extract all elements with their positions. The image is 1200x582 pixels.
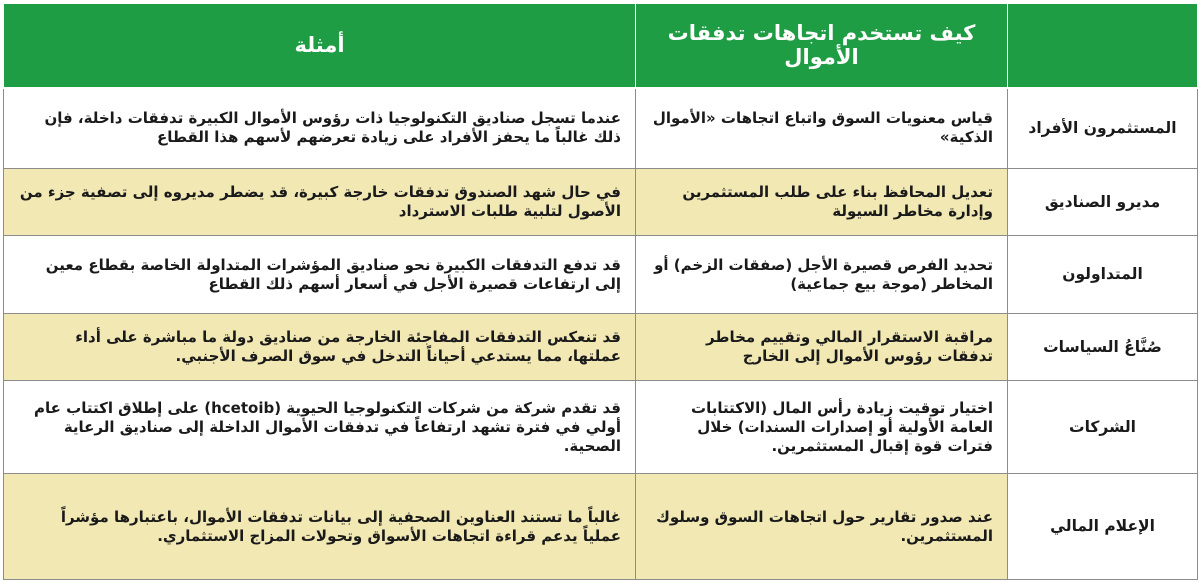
header-usage-column: كيف تستخدم اتجاهات تدفقات الأموال [636,4,1008,88]
entity-cell: المستثمرون الأفراد [1008,88,1198,169]
usage-cell: عند صدور تقارير حول اتجاهات السوق وسلوك المستثمرين. [636,474,1008,580]
entity-cell: مديرو الصناديق [1008,169,1198,236]
example-cell: عندما تسجل صناديق التكنولوجيا ذات رؤوس الأموال الكبيرة تدفقات داخلة، فإن ذلك غالباً ما يحفز الأفراد على زيادة تعرضهم لأسهم هذا القطاع [4,88,636,169]
usage-cell: تحديد الفرص قصيرة الأجل (صفقات الزخم) أو المخاطر (موجة بيع جماعية) [636,236,1008,314]
table-header-row [4,4,1198,88]
usage-cell: اختيار توقيت زيادة رأس المال (الاكتتابات العامة الأولية أو إصدارات السندات) خلال فترات قوة إقبال المستثمرين. [636,381,1008,474]
usage-cell: مراقبة الاستقرار المالي وتقييم مخاطر تدفقات رؤوس الأموال إلى الخارج [636,314,1008,381]
table-row-financial-media [4,474,1198,580]
header-examples-column: أمثلة [4,4,636,88]
fund-flows-table-container [3,3,1197,579]
fund-flows-table [3,3,1198,580]
example-cell: قد تنعكس التدفقات المفاجئة الخارجة من صناديق دولة ما مباشرة على أداء عملتها، مما يستدعي أحياناً التدخل في سوق الصرف الأجنبي. [4,314,636,381]
usage-cell: قياس معنويات السوق واتباع اتجاهات «الأموال الذكية» [636,88,1008,169]
table-row-fund-managers [4,169,1198,236]
table-row-traders [4,236,1198,314]
entity-cell: الشركات [1008,381,1198,474]
example-cell: قد تقدم شركة من شركات التكنولوجيا الحيوية (hcetoib) على إطلاق اكتتاب عام أولي في فترة تشهد ارتفاعاً في تدفقات الأموال الداخلة إلى صناديق الرعاية الصحية. [4,381,636,474]
entity-cell: المتداولون [1008,236,1198,314]
table-row-retail-investors [4,88,1198,169]
table-row-policymakers [4,314,1198,381]
example-cell: قد تدفع التدفقات الكبيرة نحو صناديق المؤشرات المتداولة الخاصة بقطاع معين إلى ارتفاعات قصيرة الأجل في أسعار أسهم ذلك القطاع [4,236,636,314]
usage-cell: تعديل المحافظ بناء على طلب المستثمرين وإدارة مخاطر السيولة [636,169,1008,236]
table-row-companies [4,381,1198,474]
example-cell: في حال شهد الصندوق تدفقات خارجة كبيرة، قد يضطر مديروه إلى تصفية جزء من الأصول لتلبية طلبات الاسترداد [4,169,636,236]
example-cell: غالباً ما تستند العناوين الصحفية إلى بيانات تدفقات الأموال، باعتبارها مؤشراً عملياً يدعم قراءة اتجاهات الأسواق وتحولات المزاج الاستثماري. [4,474,636,580]
entity-cell: الإعلام المالي [1008,474,1198,580]
entity-cell: صُنَّاعُ السياسات [1008,314,1198,381]
header-corner-cell [1008,4,1198,88]
